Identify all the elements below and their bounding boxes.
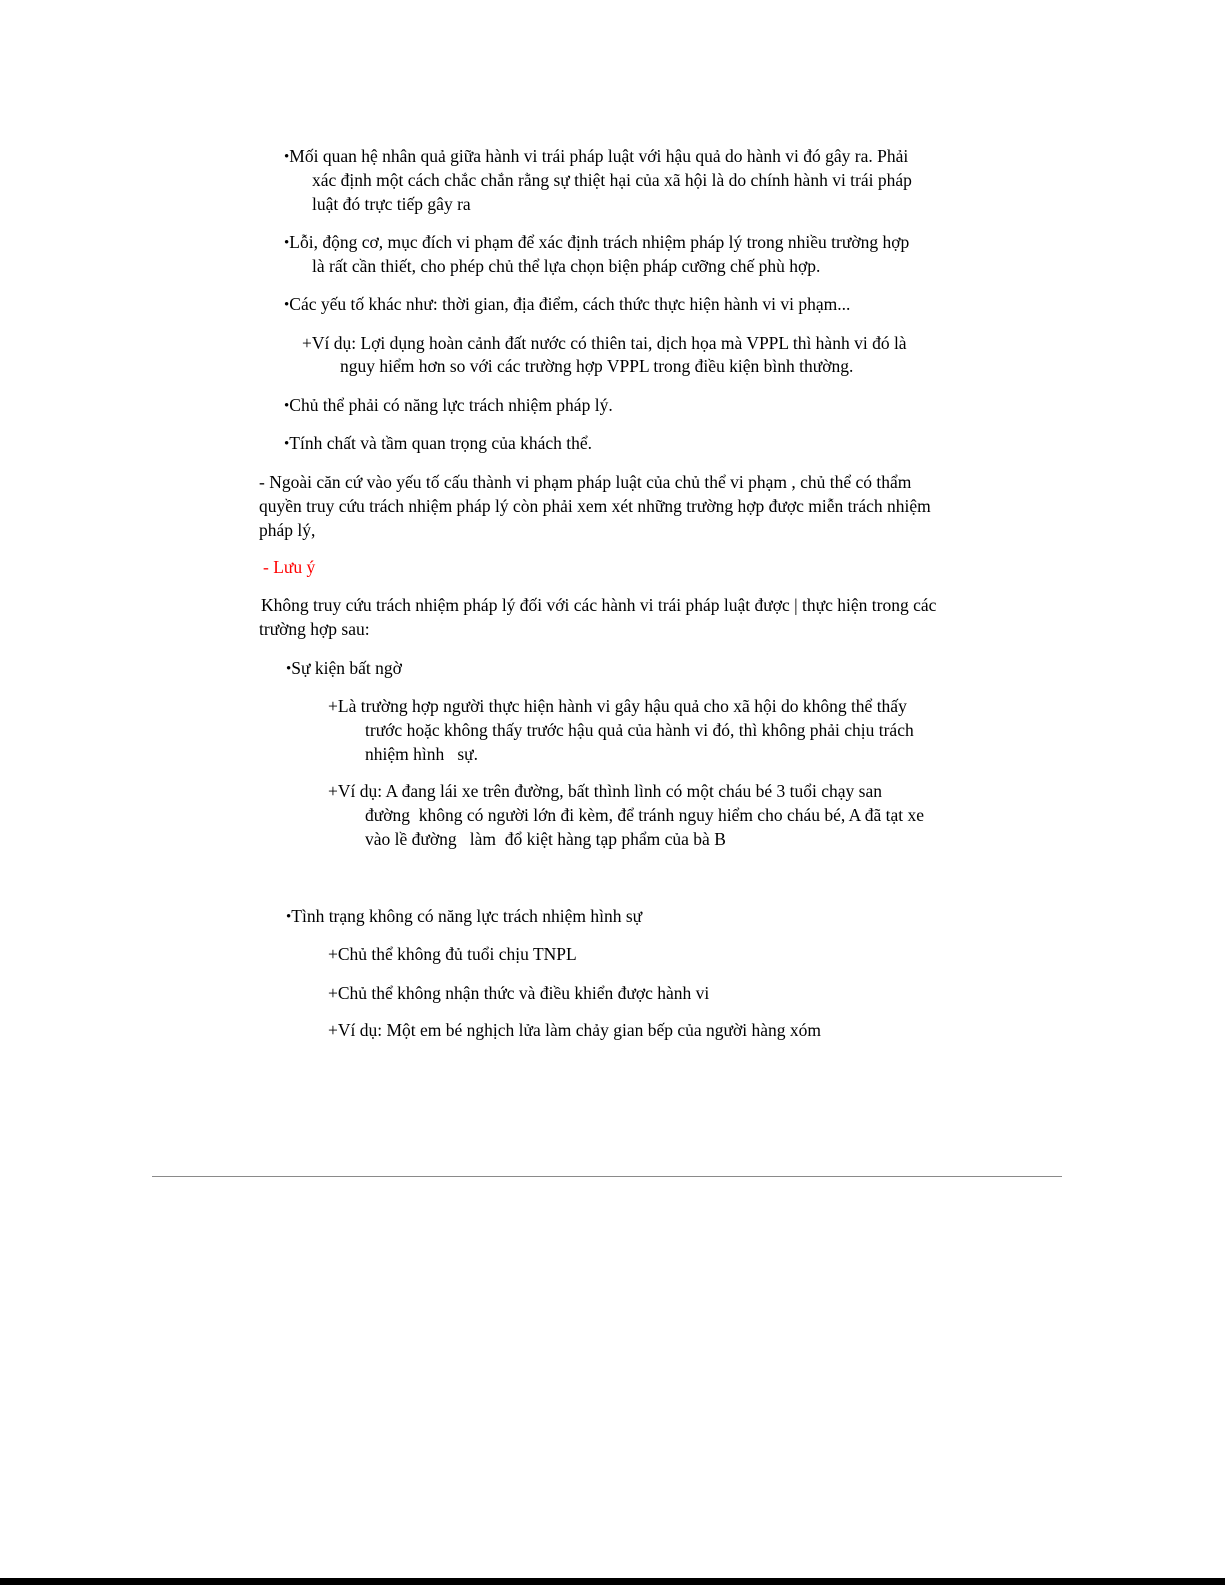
item-text-line: Tính chất và tầm quan trọng của khách thể. (289, 433, 593, 453)
paragraph-line: pháp lý, (259, 520, 316, 540)
plus-mark: + (328, 944, 338, 964)
sub-item-awareness (328, 981, 709, 1005)
plus-mark: + (328, 696, 338, 716)
sub-item-example (328, 1018, 821, 1042)
item-text-line: nguy hiểm hơn so với các trường hợp VPPL trong điều kiện bình thường. (340, 356, 854, 376)
bullet-item-other-factors (284, 292, 850, 317)
paragraph-line: trường hợp sau: (259, 619, 370, 639)
case-title: Tình trạng không có năng lực trách nhiệm hình sự (291, 906, 643, 926)
item-text-line: Chủ thể phải có năng lực trách nhiệm pháp lý. (289, 395, 613, 415)
page-divider (152, 1176, 1062, 1177)
case-heading-no-capacity (286, 904, 642, 929)
item-text-line: là rất cần thiết, cho phép chủ thể lựa chọn biện pháp cưỡng chế phù hợp. (312, 256, 821, 276)
bottom-edge-bar (0, 1578, 1225, 1585)
note-heading: - Lưu ý (263, 557, 316, 577)
bullet-item-causal-relation (284, 144, 908, 169)
item-text-line: trước hoặc không thấy trước hậu quả của hành vi đó, thì không phải chịu trách (365, 720, 914, 740)
item-text-line: Mối quan hệ nhân quả giữa hành vi trái pháp luật với hậu quả do hành vi đó gây ra. Phải (289, 146, 909, 166)
item-text-line: nhiệm hình sự. (365, 744, 479, 764)
item-text-line: Ví dụ: Lợi dụng hoàn cảnh đất nước có thiên tai, dịch họa mà VPPL thì hành vi đó là (311, 333, 907, 353)
item-text-line: đường không có người lớn đi kèm, để tránh nguy hiểm cho cháu bé, A đã tạt xe (365, 805, 924, 825)
item-text-line: Các yếu tố khác như: thời gian, địa điểm, cách thức thực hiện hành vi vi phạm... (289, 294, 851, 314)
case-title: Sự kiện bất ngờ (291, 658, 402, 678)
bullet-icon: • (284, 149, 290, 165)
item-text-line: xác định một cách chắc chắn rằng sự thiệt hại của xã hội là do chính hành vi trái pháp (312, 170, 912, 190)
sub-item-definition (328, 694, 907, 718)
bullet-icon: • (284, 436, 290, 452)
sub-item-example (302, 331, 907, 355)
item-text-line: luật đó trực tiếp gây ra (312, 194, 471, 214)
bullet-icon: • (284, 398, 290, 414)
bullet-icon: • (286, 661, 292, 677)
item-text-line: vào lề đường làm đổ kiệt hàng tạp phẩm của bà B (365, 829, 726, 849)
plus-mark: + (328, 983, 338, 1003)
bullet-item-object-nature (284, 431, 592, 456)
item-text-line: Ví dụ: Một em bé nghịch lửa làm chảy gian bếp của người hàng xóm (337, 1020, 821, 1040)
item-text-line: Ví dụ: A đang lái xe trên đường, bất thình lình có một cháu bé 3 tuổi chạy san (337, 781, 882, 801)
item-text-line: Là trường hợp người thực hiện hành vi gây hậu quả cho xã hội do không thể thấy (337, 696, 907, 716)
bullet-item-capacity (284, 393, 613, 418)
item-text-line: Chủ thể không nhận thức và điều khiển được hành vi (337, 983, 710, 1003)
item-text-line: Lỗi, động cơ, mục đích vi phạm để xác định trách nhiệm pháp lý trong nhiều trường hợp (289, 232, 910, 252)
case-heading-unexpected-event (286, 656, 402, 681)
plus-mark: + (328, 781, 338, 801)
bullet-icon: • (284, 297, 290, 313)
bullet-item-fault-motive (284, 230, 909, 255)
paragraph-line: quyền truy cứu trách nhiệm pháp lý còn phải xem xét những trường hợp được miễn trách nhiệm (259, 496, 931, 516)
plus-mark: + (328, 1020, 338, 1040)
plus-mark: + (302, 333, 312, 353)
paragraph-line: - Ngoài căn cứ vào yếu tố cấu thành vi phạm pháp luật của chủ thể vi phạm , chủ thể có thẩm (259, 472, 912, 492)
bullet-icon: • (286, 909, 292, 925)
sub-item-example (328, 779, 882, 803)
paragraph-line: Không truy cứu trách nhiệm pháp lý đối với các hành vi trái pháp luật được | thực hiện trong các (261, 595, 937, 615)
sub-item-age (328, 942, 577, 966)
item-text-line: Chủ thể không đủ tuổi chịu TNPL (337, 944, 577, 964)
bullet-icon: • (284, 235, 290, 251)
